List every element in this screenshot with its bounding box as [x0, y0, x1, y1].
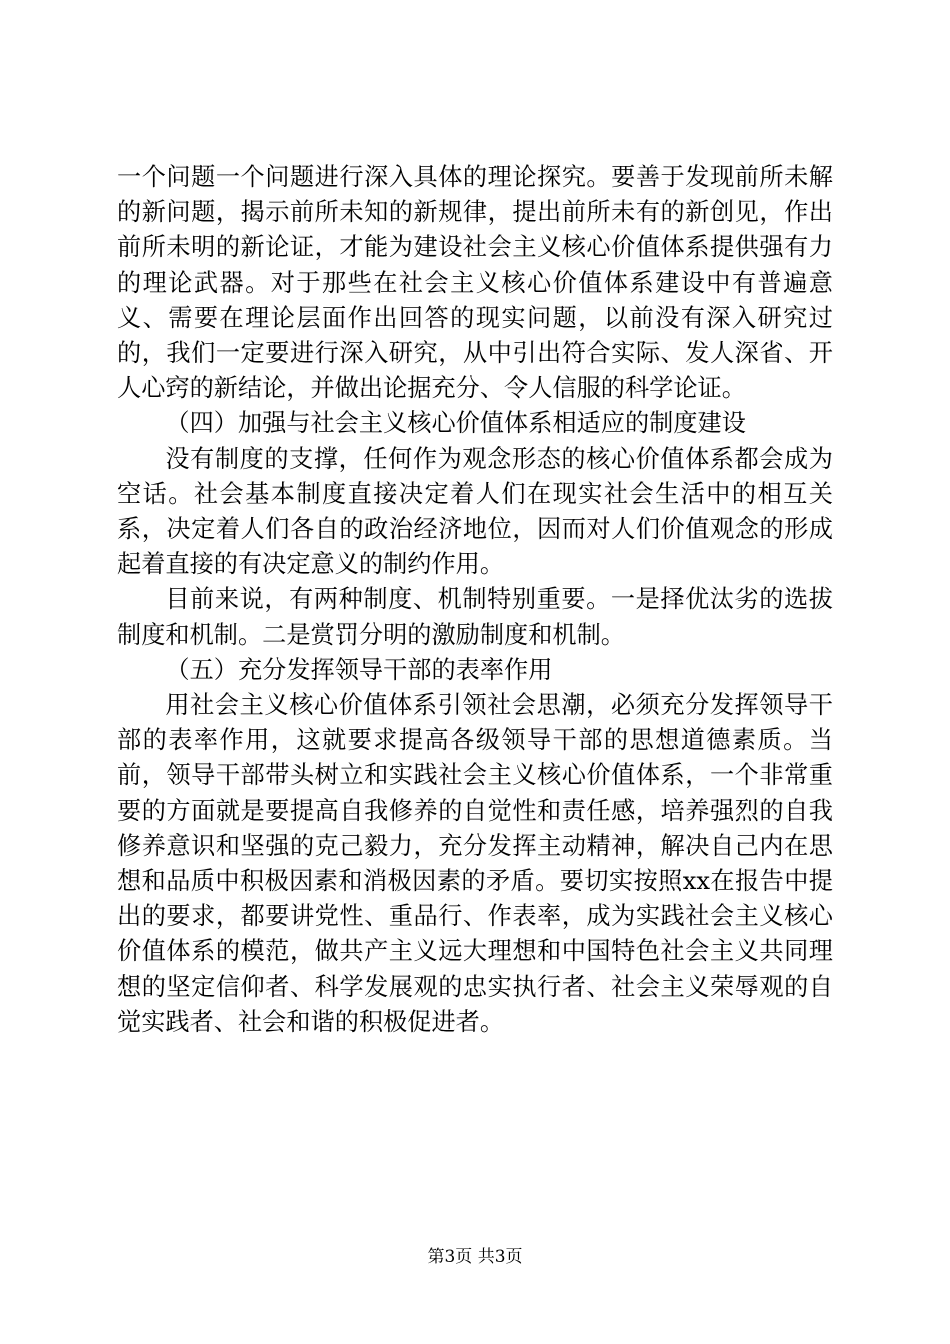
paragraph-two-mechanisms: 目前来说，有两种制度、机制特别重要。一是择优汰劣的选拔制度和机制。二是赏罚分明的激励制度和机制。 — [117, 585, 833, 649]
paragraph-continuation: 一个问题一个问题进行深入具体的理论探究。要善于发现前所未解的新问题，揭示前所未知的新规律，提出前所未有的新创见，作出前所未明的新论证，才能为建设社会主义核心价值体系提供强有力的理论武器。对于那些在社会主义核心价值体系建设中有普遍意义、需要在理论层面作出回答的现实问题，以前没有深入研究过的，我们一定要进行深入研究，从中引出符合实际、发人深省、开人心窍的新结论，并做出论据充分、令人信服的科学论证。 — [117, 163, 833, 403]
document-body — [117, 160, 833, 1040]
page-footer: 第3页 共3页 — [427, 1247, 523, 1267]
paragraph-leadership-role: 用社会主义核心价值体系引领社会思潮，必须充分发挥领导干部的表率作用，这就要求提高各级领导干部的思想道德素质。当前，领导干部带头树立和实践社会主义核心价值体系，一个非常重要的方面就是要提高自我修养的自觉性和责任感，培养强烈的自我修养意识和坚强的克己毅力，充分发挥主动精神，解决自己内在思想和品质中积极因素和消极因素的矛盾。要切实按照xx在报告中提出的要求，都要讲党性、重品行、作表率，成为实践社会主义核心价值体系的模范，做共产主义远大理想和中国特色社会主义共同理想的坚定信仰者、科学发展观的忠实执行者、社会主义荣辱观的自觉实践者、社会和谐的积极促进者。 — [117, 691, 833, 1036]
paragraph-system-support: 没有制度的支撑，任何作为观念形态的核心价值体系都会成为空话。社会基本制度直接决定着人们在现实社会生活中的相互关系，决定着人们各自的政治经济地位，因而对人们价值观念的形成起着直接的有决定意义的制约作用。 — [117, 444, 833, 579]
section-heading-5: （五）充分发挥领导干部的表率作用 — [165, 655, 553, 684]
section-heading-4: （四）加强与社会主义核心价值体系相适应的制度建设 — [165, 409, 746, 438]
